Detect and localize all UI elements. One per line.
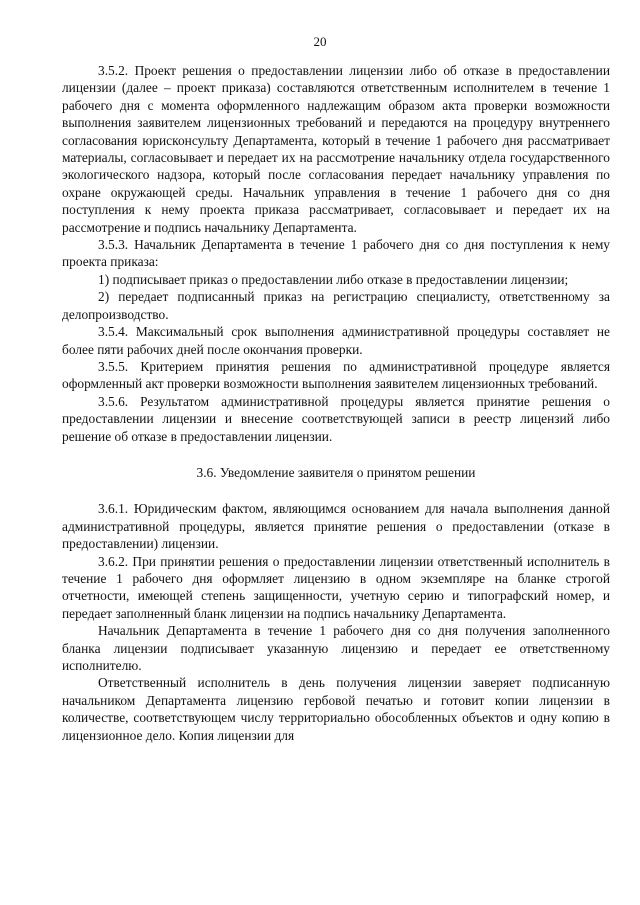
paragraph-3-5-2: 3.5.2. Проект решения о предоставлении лицензии либо об отказе в предоставлении лицензии (далее – проект приказа) составляются ответственным исполнителем в течение 1 рабочего дня с момента оформленного надлежащим образом акта проверки возможности выполнения заявителем лицензионных требований и передаются на процедуру внутреннего согласования юрисконсульту Департамента, который в течение 1 рабочего дня рассматривает материалы, согласовывает и передает их на рассмотрение начальнику отдела государственного экологического надзора, который после согласования передает начальнику управления по охране окружающей среды. Начальник управления в течение 1 рабочего дня со дня поступления к нему проекта приказа рассматривает, согласовывает и передает их на рассмотрение и подпись начальнику Департамента. (62, 63, 610, 235)
paragraph-3-5-4: 3.5.4. Максимальный срок выполнения административной процедуры составляет не более пяти рабочих дней после окончания проверки. (62, 324, 610, 357)
document-body (62, 62, 610, 744)
list-item-2: 2) передает подписанный приказ на регистрацию специалисту, ответственному за делопроизводство. (62, 289, 610, 322)
paragraph-head-signs: Начальник Департамента в течение 1 рабочего дня со дня получения заполненного бланка лицензии подписывает указанную лицензию и передает ее ответственному исполнителю. (62, 623, 610, 673)
paragraph-3-6-2: 3.6.2. При принятии решения о предоставлении лицензии ответственный исполнитель в течение 1 рабочего дня оформляет лицензию в одном экземпляре на бланке строгой отчетности, имеющей степень защищенности, учетную серию и типографский номер, и передает заполненный бланк лицензии на подпись начальнику Департамента. (62, 553, 610, 621)
paragraph-3-6-1: 3.6.1. Юридическим фактом, являющимся основанием для начала выполнения данной административной процедуры, является принятие решения о предоставлении (отказе в предоставлении) лицензии. (62, 501, 610, 552)
paragraph-3-5-3: 3.5.3. Начальник Департамента в течение 1 рабочего дня со дня поступления к нему проекта приказа: (62, 237, 610, 270)
section-heading: 3.6. Уведомление заявителя о принятом решении (196, 464, 476, 480)
paragraph-executor-certifies: Ответственный исполнитель в день получения лицензии заверяет подписанную начальником Департамента лицензию гербовой печатью и готовит копии лицензии в количестве, соответствующем числу территориально обособленных объектов и одну копию в лицензионное дело. Копия лицензии для (62, 675, 610, 743)
paragraph-3-5-5: 3.5.5. Критерием принятия решения по административной процедуре является оформленный акт проверки возможности выполнения заявителем лицензионных требований. (62, 358, 610, 392)
page-number: 20 (313, 34, 327, 49)
paragraph-3-5-6: 3.5.6. Результатом административной процедуры является принятие решения о предоставлении лицензии и внесение соответствующей записи в реестр лицензий либо решение об отказе в предоставлении лицензии. (62, 393, 610, 444)
list-item-1: 1) подписывает приказ о предоставлении либо отказе в предоставлении лицензии; (98, 271, 569, 287)
